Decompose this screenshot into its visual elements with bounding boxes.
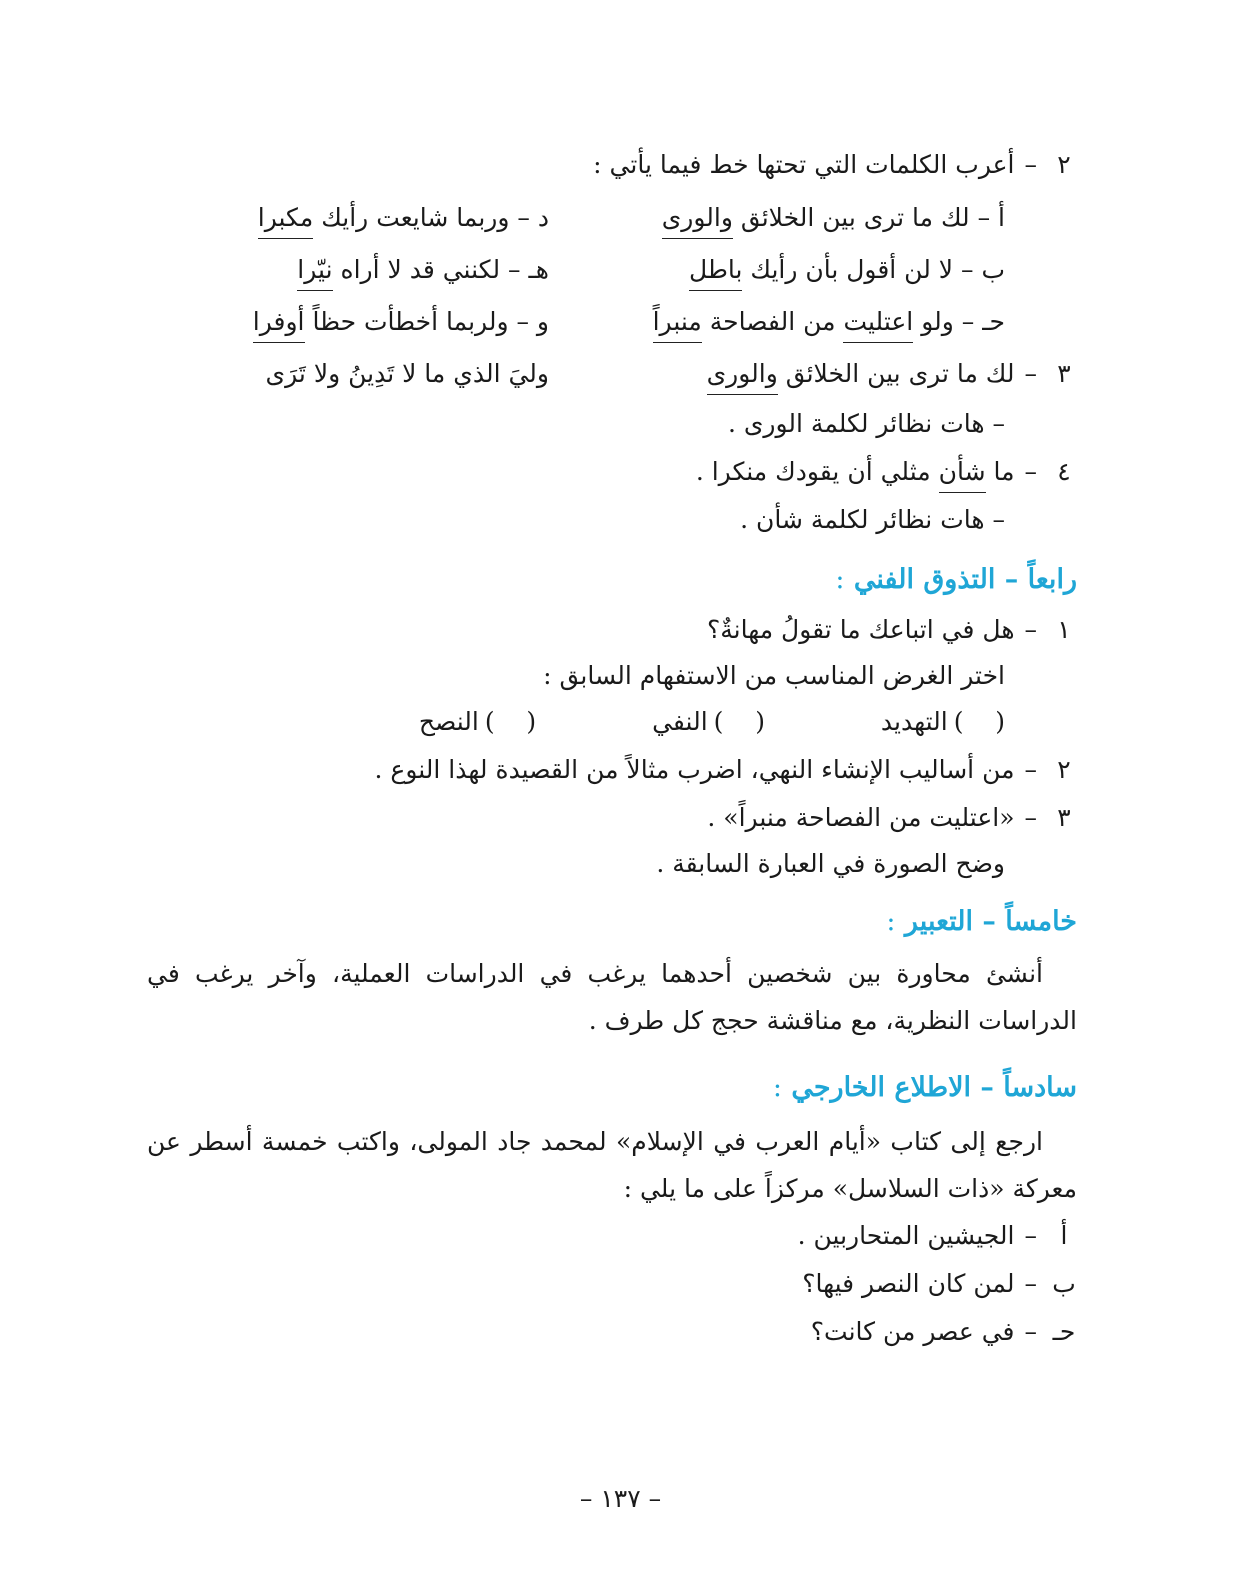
option-negation[interactable]: ( )النفي [652,707,765,736]
underlined-word: منبراً [653,307,702,343]
question-3-sub: – هات نظائر لكلمة الورى . [727,409,1005,438]
option-threat[interactable]: ( )التهديد [880,707,1005,736]
underlined-word: والورى [707,359,778,395]
underlined-word: والورى [662,203,733,239]
question-3-verse-right: ٣–لك ما ترى بين الخلائق والورى [707,354,1077,394]
item-e: هـ – لكنني قد لا أراه نيّرا [297,250,549,290]
question-3-verse-left: وليَ الذي ما لا تَدِينُ ولا تَرَى [265,359,549,388]
section-heading-expression: خامساً – التعبير : [886,906,1077,937]
sec6-item-c: حـ–في عصر من كانت؟ [810,1317,1076,1346]
item-f: و – ولربما أخطأت حظاً أوفرا [253,302,549,342]
underlined-word: أوفرا [253,307,305,343]
sec4-question-3: ٣–«اعتليت من الفصاحة منبراً» . [707,803,1071,832]
sec4-question-3-sub: وضح الصورة في العبارة السابقة . [656,849,1005,878]
underlined-word: اعتليت [843,307,913,343]
sec4-question-2: ٢–من أساليب الإنشاء النهي، اضرب مثالاً من القصيدة لهذا النوع . [374,755,1071,784]
underlined-word: باطل [689,255,742,291]
sec4-question-1: ١–هل في اتباعك ما تقولُ مهانةٌ؟ [706,615,1071,644]
underlined-word: شأن [939,457,986,493]
section-heading-external-reading: سادساً – الاطلاع الخارجي : [772,1072,1077,1103]
page-number: – ١٣٧ – [579,1484,662,1513]
sec6-item-b: ب–لمن كان النصر فيها؟ [802,1269,1076,1298]
item-b: ب – لا لن أقول بأن رأيك باطل [689,250,1005,290]
sec4-question-1-prompt: اختر الغرض المناسب من الاستفهام السابق : [543,661,1005,690]
choice-options [419,702,1005,742]
section-heading-artistic-taste: رابعاً – التذوق الفني : [835,564,1077,595]
item-d: د – وربما شايعت رأيك مكبرا [258,198,549,238]
question-4-sub: – هات نظائر لكلمة شأن . [740,505,1005,534]
expression-paragraph: أنشئ محاورة بين شخصين أحدهما يرغب في الدراسات العملية، وآخر يرغب في الدراسات النظرية، مع مناقشة حجج كل طرف . [147,959,1077,1035]
item-c: حـ – ولو اعتليت من الفصاحة منبراً [653,302,1005,342]
underlined-word: نيّرا [297,255,332,291]
sec6-item-a: أ–الجيشين المتحاربين . [797,1221,1068,1250]
question-2-header: ٢–أعرب الكلمات التي تحتها خط فيما يأتي : [593,150,1071,179]
external-reading-paragraph: ارجع إلى كتاب «أيام العرب في الإسلام» لمحمد جاد المولى، واكتب خمسة أسطر عن معركة «ذات السلاسل» مركزاً على ما يلي : [147,1127,1077,1203]
option-advice[interactable]: ( )النصح [418,707,537,736]
underlined-word: مكبرا [258,203,313,239]
item-a: أ – لك ما ترى بين الخلائق والورى [662,198,1005,238]
question-4: ٤–ما شأن مثلي أن يقودك منكرا . [696,452,1077,492]
